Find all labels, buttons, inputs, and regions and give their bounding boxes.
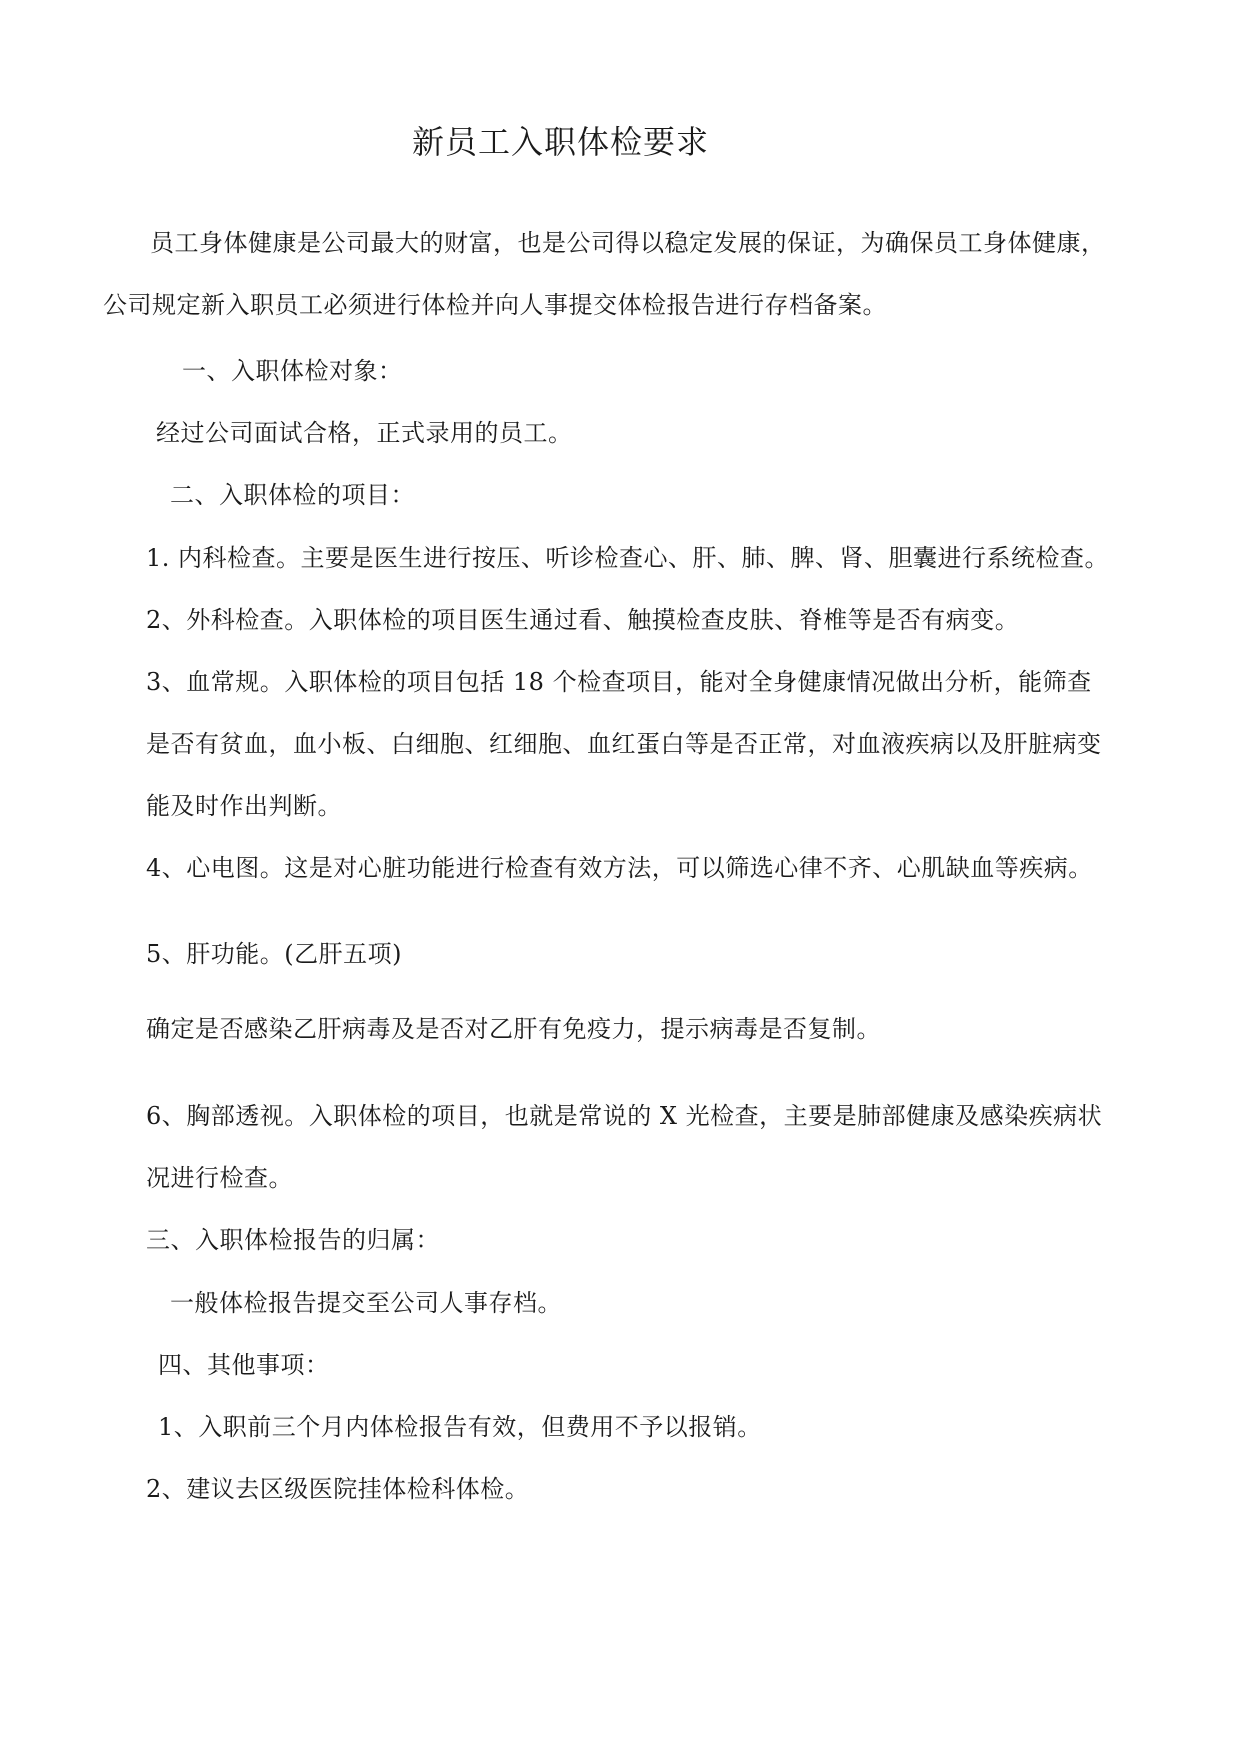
list-item-2: 2、外科检查。入职体检的项目医生通过看、触摸检查皮肤、脊椎等是否有病变。 [146, 606, 1020, 634]
list-item-5: 5、肝功能。(乙肝五项) [146, 940, 402, 968]
intro-paragraph-line-1: 员工身体健康是公司最大的财富，也是公司得以稳定发展的保证，为确保员工身体健康， [150, 229, 1106, 257]
section-1-body: 经过公司面试合格，正式录用的员工。 [156, 419, 573, 447]
list-item-5-body: 确定是否感染乙肝病毒及是否对乙肝有免疫力，提示病毒是否复制。 [146, 1015, 881, 1043]
list-item-1: 1. 内科检查。主要是医生进行按压、听诊检查心、肝、肺、脾、肾、胆囊进行系统检查。 [146, 544, 1110, 572]
section-3-heading: 三、入职体检报告的归属： [146, 1226, 440, 1254]
section-2-heading: 二、入职体检的项目： [170, 481, 415, 509]
other-item-2: 2、建议去区级医院挂体检科体检。 [146, 1475, 530, 1503]
list-item-3-line-2: 是否有贫血，血小板、白细胞、红细胞、血红蛋白等是否正常，对血液疾病以及肝脏病变 [146, 730, 1102, 758]
document-title: 新员工入职体检要求 [412, 123, 710, 161]
list-item-4: 4、心电图。这是对心脏功能进行检查有效方法，可以筛选心律不齐、心肌缺血等疾病。 [146, 854, 1093, 882]
list-item-6-line-2: 况进行检查。 [146, 1164, 293, 1192]
other-item-1: 1、入职前三个月内体检报告有效，但费用不予以报销。 [158, 1413, 762, 1441]
section-3-body: 一般体检报告提交至公司人事存档。 [170, 1289, 562, 1317]
list-item-6-line-1: 6、胸部透视。入职体检的项目，也就是常说的 X 光检查，主要是肺部健康及感染疾病状 [146, 1102, 1103, 1130]
list-item-3-line-3: 能及时作出判断。 [146, 792, 342, 820]
list-item-3-line-1: 3、血常规。入职体检的项目包括 18 个检查项目，能对全身健康情况做出分析，能筛查 [146, 668, 1092, 696]
intro-paragraph-line-2: 公司规定新入职员工必须进行体检并向人事提交体检报告进行存档备案。 [103, 291, 887, 319]
section-1-heading: 一、入职体检对象： [182, 357, 403, 385]
section-4-heading: 四、其他事项： [158, 1351, 330, 1379]
